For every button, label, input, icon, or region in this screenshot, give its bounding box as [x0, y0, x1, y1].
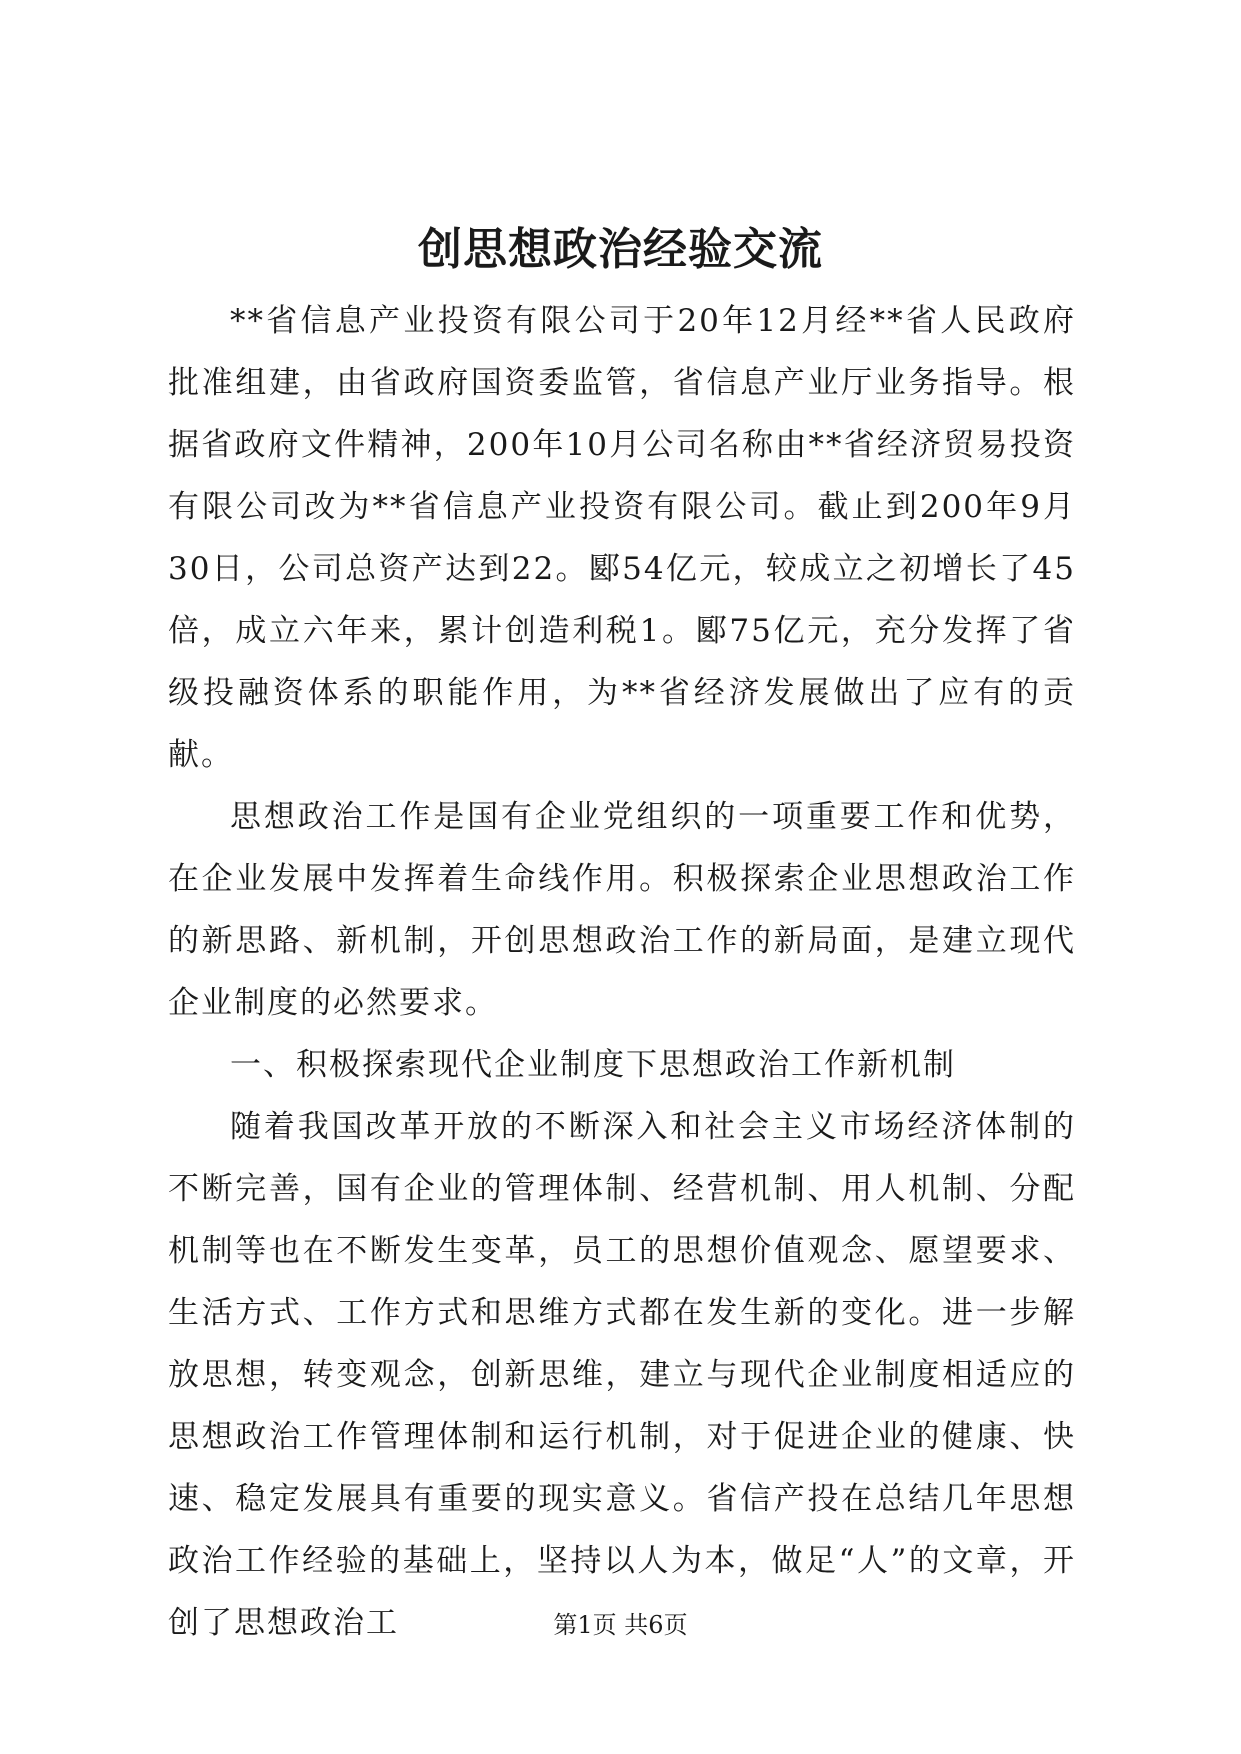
paragraph-political-work: 思想政治工作是国有企业党组织的一项重要工作和优势，在企业发展中发挥着生命线作用。积极探索企业思想政治工作的新思路、新机制，开创思想政治工作的新局面，是建立现代企业制度的必然要求。 — [168, 799, 1076, 1021]
section-heading: 一、积极探索现代企业制度下思想政治工作新机制 — [230, 1047, 956, 1083]
paragraph-section-body: 随着我国改革开放的不断深入和社会主义市场经济体制的不断完善，国有企业的管理体制、经营机制、用人机制、分配机制等也在不断发生变革，员工的思想价值观念、愿望要求、生活方式、工作方式和思维方式都在发生新的变化。进一步解放思想，转变观念，创新思维，建立与现代企业制度相适应的思想政治工作管理体制和运行机制，对于促进企业的健康、快速、稳定发展具有重要的现实意义。省信产投在总结几年思想政治工作经验的基础上，坚持以人为本，做足“人”的文章，开创了思想政治工 — [168, 1109, 1076, 1641]
document-body — [168, 290, 1076, 1654]
paragraph-intro: **省信息产业投资有限公司于20年12月经**省人民政府批准组建，由省政府国资委监管，省信息产业厅业务指导。根据省政府文件精神，200年10月公司名称由**省经济贸易投资有限公司改为**省信息产业投资有限公司。截止到200年9月30日，公司总资产达到22。郾54亿元，较成立之初增长了45倍，成立六年来，累计创造利税1。郾75亿元，充分发挥了省级投融资体系的职能作用，为**省经济发展做出了应有的贡献。 — [168, 303, 1076, 773]
document-title: 创思想政治经验交流 — [418, 224, 823, 275]
page-footer: 第1页 共6页 — [553, 1611, 688, 1639]
